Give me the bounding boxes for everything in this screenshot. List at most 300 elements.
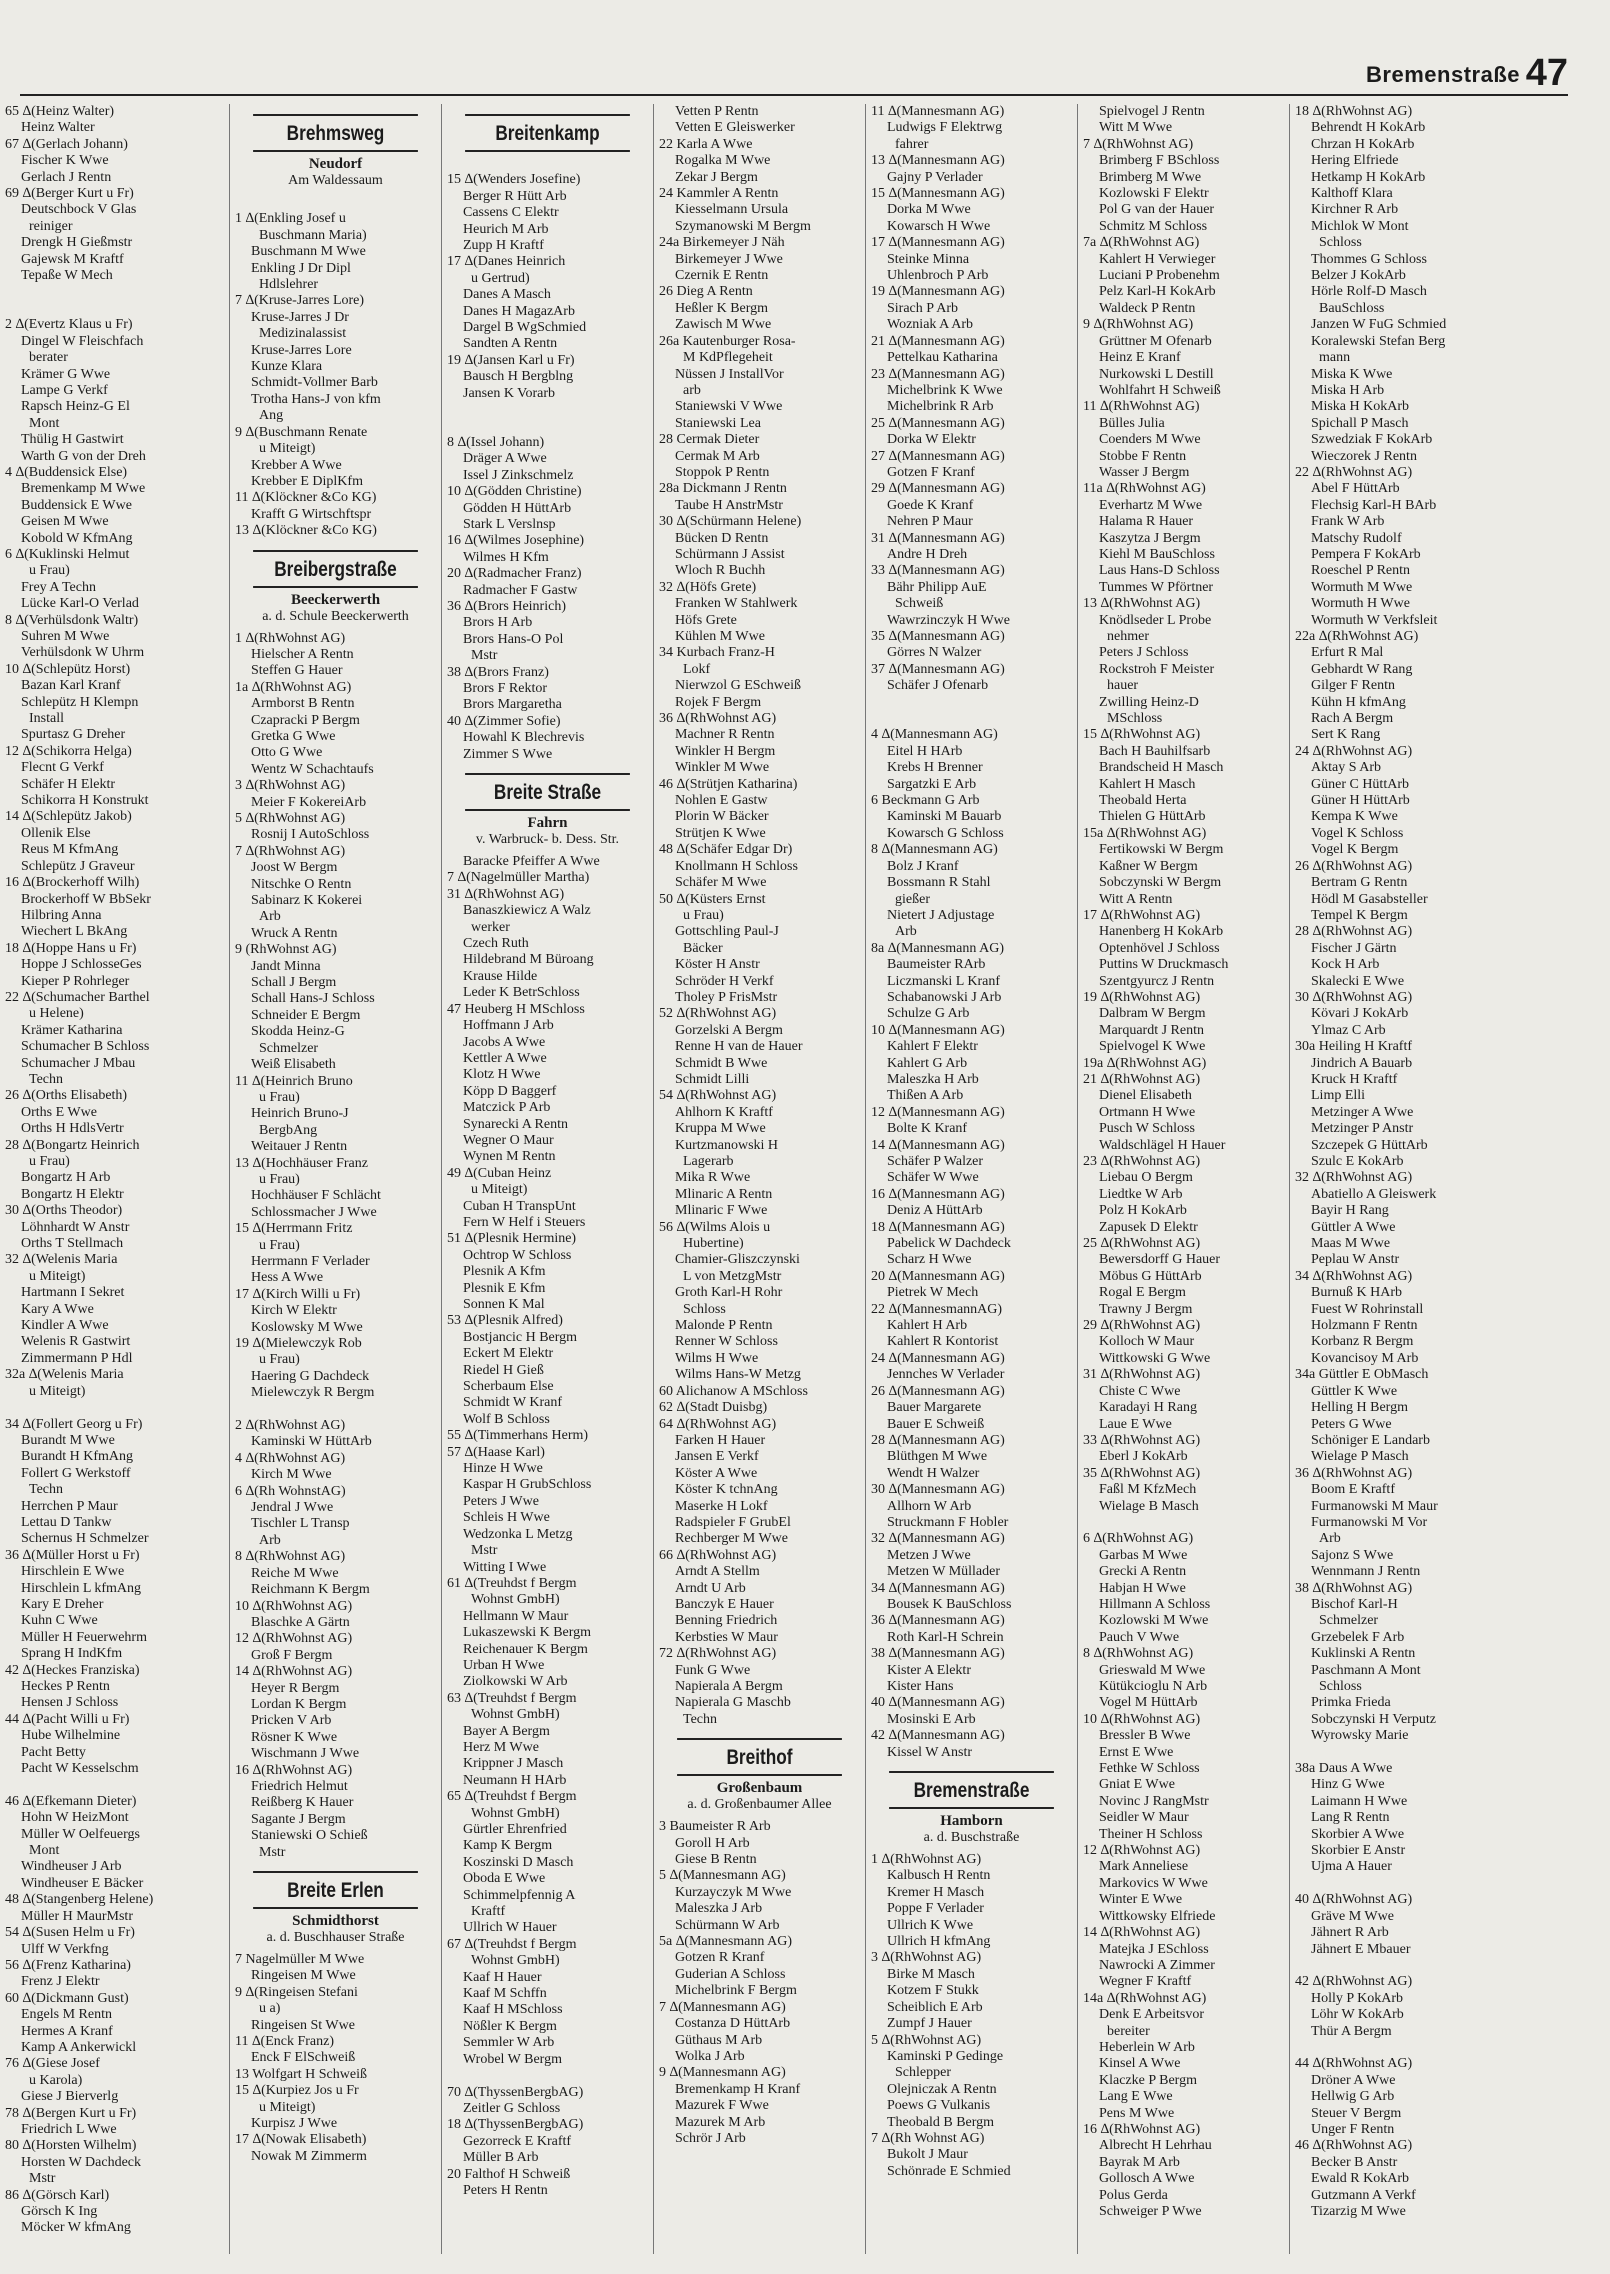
resident-entry: Bolz J Kranf — [887, 858, 959, 874]
resident-entry: Kruse-Jarres Lore — [251, 342, 352, 358]
resident-entry: Kurtzmanowski H — [675, 1137, 779, 1153]
resident-entry: Gilger F Rentn — [1311, 678, 1395, 694]
resident-entry: Funk G Wwe — [675, 1662, 751, 1678]
resident-entry: Bäcker — [683, 940, 723, 956]
resident-entry: Kiesselmann Ursula — [675, 202, 789, 218]
page-number: 47 — [1525, 52, 1568, 94]
house-number-entry: 11 ∆(Enck Franz) — [235, 2034, 335, 2050]
resident-entry: Rechberger M Wwe — [675, 1531, 788, 1547]
resident-entry: Plorin W Bäcker — [675, 809, 769, 825]
house-number-entry: 42 ∆(Mannesmann AG) — [871, 1728, 1005, 1744]
resident-entry: Horsten W Dachdeck — [21, 2154, 141, 2170]
resident-entry: Sonnen K Mal — [463, 1297, 545, 1312]
house-number-entry: 76 ∆(Giese Josef — [5, 2056, 100, 2072]
district-name: Hamborn — [940, 1813, 1003, 1830]
house-number-entry: 21 ∆(RhWohnst AG) — [1083, 1071, 1201, 1087]
resident-entry: Pol G van der Hauer — [1099, 202, 1215, 218]
resident-entry: Hörle Rolf-D Masch — [1311, 284, 1427, 300]
resident-entry: Zumpf J Hauer — [887, 2016, 972, 2032]
resident-entry: fahrer — [895, 136, 929, 152]
house-number-entry: 13 ∆(RhWohnst AG) — [1083, 596, 1201, 612]
resident-entry: Kahlert H Masch — [1099, 776, 1196, 792]
house-number-entry: 6 ∆(RhWohnst AG) — [1083, 1531, 1194, 1547]
resident-entry: Kurzayczyk M Wwe — [675, 1884, 792, 1900]
resident-entry: Schlossmacher J Wwe — [251, 1204, 377, 1220]
house-number-entry — [871, 711, 1072, 727]
resident-entry: Wegner O Maur — [463, 1132, 554, 1148]
resident-entry: Kinsel A Wwe — [1099, 2056, 1181, 2072]
resident-entry: Nößler K Bergm — [463, 2018, 557, 2034]
resident-entry: Heinz Walter — [21, 120, 95, 136]
resident-entry: u Gertrud) — [471, 270, 530, 286]
resident-entry: Metzen J Wwe — [887, 1547, 971, 1563]
resident-entry: Szwedziak F KokArb — [1311, 432, 1433, 448]
resident-entry: Lagerarb — [683, 1154, 734, 1169]
house-number-entry: 17 ∆(Kirch Willi u Fr) — [235, 1286, 361, 1302]
house-number-entry: 63 ∆(Treuhdst f Bergm — [447, 1690, 577, 1706]
house-number-entry: 11 ∆(RhWohnst AG) — [1083, 399, 1200, 415]
resident-entry: Faßl M KfzMech — [1099, 1482, 1197, 1498]
resident-entry: Hirschlein L kfmAng — [21, 1580, 142, 1596]
resident-entry: Stobbe F Rentn — [1099, 448, 1187, 464]
resident-entry: Wloch R Buchh — [675, 563, 766, 579]
resident-entry: BergbAng — [259, 1122, 318, 1138]
resident-entry: Mstr — [471, 648, 498, 664]
house-number-entry: 11 ∆(Klöckner &Co KG) — [235, 490, 377, 506]
resident-entry: Schmelzer — [1319, 1613, 1379, 1629]
resident-entry: Ulff W Verkfng — [21, 1941, 109, 1957]
resident-entry: Plesnik A Kfm — [463, 1264, 546, 1280]
resident-entry: Lordan K Bergm — [251, 1696, 347, 1712]
street-location: a. d. Buschstraße — [923, 1830, 1020, 1846]
resident-entry: Karadayi H Rang — [1099, 1400, 1197, 1416]
resident-entry: Hetkamp H KokArb — [1311, 169, 1426, 185]
resident-entry: Fuest W Rohrinstall — [1311, 1301, 1424, 1317]
resident-entry: Struckmann F Hobler — [887, 1514, 1009, 1530]
resident-entry: Müller H Feuerwehrm — [21, 1629, 147, 1645]
house-number-entry: 31 ∆(RhWohnst AG) — [447, 886, 565, 902]
resident-entry: Olejniczak A Rentn — [887, 2081, 997, 2097]
house-number-entry: 28a Dickmann J Rentn — [659, 481, 787, 497]
house-number-entry: 6 ∆(Rh WohnstAG) — [235, 1483, 346, 1499]
house-number-entry: 19 ∆(Mannesmann AG) — [871, 284, 1005, 300]
house-number-entry: 7 Nagelmüller M Wwe — [235, 1952, 365, 1967]
house-number-entry: 11a ∆(RhWohnst AG) — [1083, 481, 1206, 497]
resident-entry: Steuer V Bergm — [1311, 2105, 1402, 2121]
resident-entry: Cassens C Elektr — [463, 205, 559, 221]
resident-entry: Kaaf H MSchloss — [463, 2002, 563, 2018]
resident-entry: Allhorn W Arb — [887, 1498, 972, 1514]
resident-entry: Hielscher A Rentn — [251, 646, 354, 662]
house-number-entry: 8 ∆(Issel Johann) — [447, 434, 545, 450]
resident-entry: Follert G Werkstoff — [21, 1465, 131, 1481]
house-number-entry: 16 ∆(Brockerhoff Wilh) — [5, 875, 140, 891]
resident-entry: Windheuser E Bäcker — [21, 1875, 144, 1891]
house-number-entry: 8 ∆(Mannesmann AG) — [871, 842, 998, 858]
resident-entry: Bukolt J Maur — [887, 2147, 968, 2163]
resident-entry: Bolte K Kranf — [887, 1121, 968, 1137]
resident-entry: Stoppok P Rentn — [675, 464, 770, 480]
resident-entry: Brimberg F BSchloss — [1099, 153, 1220, 169]
resident-entry: Hube Wilhelmine — [21, 1728, 121, 1744]
house-number-entry: 24 Kammler A Rentn — [659, 186, 779, 202]
resident-entry: Krippner J Masch — [463, 1756, 564, 1772]
resident-entry: Schöniger E Landarb — [1311, 1432, 1430, 1448]
resident-entry: Korbanz R Bergm — [1311, 1334, 1414, 1350]
resident-entry: Zwilling Heinz-D — [1099, 694, 1199, 710]
resident-entry: Medizinalassist — [259, 326, 347, 342]
resident-entry: Kahlert F Elektr — [887, 1039, 978, 1055]
resident-entry: Bremenkamp H Kranf — [675, 2081, 801, 2097]
resident-entry: Grzebelek F Arb — [1311, 1629, 1405, 1645]
resident-entry: Schäfer H Elektr — [21, 776, 116, 792]
house-number-entry: 2 ∆(RhWohnst AG) — [235, 1418, 346, 1434]
resident-entry: u Miteigt) — [259, 441, 316, 457]
resident-entry: Thielen G HüttArb — [1099, 809, 1206, 825]
resident-entry: Grecki A Rentn — [1099, 1564, 1187, 1580]
house-number-entry: 10 ∆(RhWohnst AG) — [235, 1598, 353, 1614]
resident-entry: Tholey P FrisMstr — [675, 989, 778, 1005]
resident-entry: Blüthgen M Wwe — [887, 1449, 988, 1465]
resident-entry: Tizarzig M Wwe — [1311, 2204, 1406, 2219]
resident-entry: Bücken D Rentn — [675, 530, 769, 546]
resident-entry: Hödl M Gasabsteller — [1311, 891, 1428, 907]
resident-entry: Kühn H kfmAng — [1311, 694, 1406, 710]
resident-entry: Waldschlägel H Hauer — [1099, 1137, 1226, 1153]
resident-entry: Staniewski V Wwe — [675, 399, 783, 415]
resident-entry: Mosinski E Arb — [887, 1711, 976, 1727]
resident-entry: Schall Hans-J Schloss — [251, 991, 375, 1007]
resident-entry: Joost W Bergm — [251, 860, 338, 876]
resident-entry: Heberlein W Arb — [1099, 2039, 1195, 2055]
resident-entry: Kahlert H Arb — [887, 1318, 968, 1334]
resident-entry: Jansen E Verkf — [675, 1449, 759, 1465]
resident-entry: Schrör J Arb — [675, 2130, 746, 2146]
resident-entry: Bauer Margarete — [887, 1400, 982, 1416]
resident-entry: Lettau D Tankw — [21, 1514, 112, 1530]
resident-entry: Höfs Grete — [675, 612, 737, 628]
resident-entry: Wormuth H Wwe — [1311, 596, 1410, 612]
resident-entry: Kruck H Kraftf — [1311, 1071, 1398, 1087]
resident-entry: arb — [683, 382, 701, 398]
resident-entry: Klaczke P Bergm — [1099, 2072, 1197, 2088]
resident-entry: Mstr — [29, 2171, 56, 2187]
resident-entry: Gutzmann A Verkf — [1311, 2187, 1416, 2203]
resident-entry: Wendt H Walzer — [887, 1465, 980, 1481]
house-number-entry: 19 ∆(Jansen Karl u Fr) — [447, 352, 575, 368]
house-number-entry — [447, 2068, 648, 2084]
resident-entry: Ernst E Wwe — [1099, 1744, 1174, 1760]
resident-entry: Gödden H HüttArb — [463, 500, 572, 516]
house-number-entry: 8 ∆(RhWohnst AG) — [235, 1549, 346, 1565]
resident-entry: Schmidt Lilli — [675, 1071, 750, 1087]
house-number-entry: 7 ∆(RhWohnst AG) — [1083, 136, 1194, 152]
house-number-entry: 12 ∆(Schikorra Helga) — [5, 743, 132, 759]
house-number-entry — [5, 1777, 224, 1793]
resident-entry: Seidler W Maur — [1099, 1810, 1189, 1826]
resident-entry: Riedel H Gieß — [463, 1362, 544, 1378]
resident-entry: Pempera F KokArb — [1311, 546, 1421, 562]
house-number-entry: 24 ∆(Mannesmann AG) — [871, 1350, 1005, 1366]
resident-entry: Sajonz S Wwe — [1311, 1547, 1394, 1563]
resident-entry: Gotzen F Kranf — [887, 464, 975, 480]
resident-entry: Wennmann J Rentn — [1311, 1564, 1421, 1580]
resident-entry: Hellmann W Maur — [463, 1608, 569, 1624]
house-number-entry — [5, 301, 224, 317]
house-number-entry: 80 ∆(Horsten Wilhelm) — [5, 2138, 137, 2154]
resident-entry: Dorka W Elektr — [887, 432, 976, 448]
resident-entry: Belzer J KokArb — [1311, 268, 1406, 284]
resident-entry: Schabanowski J Arb — [887, 989, 1002, 1005]
resident-entry: Kuhn C Wwe — [21, 1613, 98, 1629]
resident-entry: Matschy Rudolf — [1311, 530, 1402, 546]
house-number-entry: 20 ∆(Mannesmann AG) — [871, 1268, 1005, 1284]
resident-entry: Wohnst GmbH) — [471, 1953, 560, 1969]
column-7 — [1290, 104, 1502, 2254]
resident-entry: Drengk H Gießmstr — [21, 235, 133, 251]
resident-entry: Jendral J Wwe — [251, 1500, 334, 1516]
resident-entry: Orths E Wwe — [21, 1104, 97, 1120]
resident-entry: Banczyk E Hauer — [675, 1596, 774, 1612]
house-number-entry: 24 ∆(RhWohnst AG) — [1295, 743, 1413, 759]
resident-entry: Sobczynski H Verputz — [1311, 1711, 1436, 1727]
street-heading: Brehmsweg — [253, 114, 418, 152]
house-number-entry: 5 ∆(RhWohnst AG) — [871, 2032, 982, 2048]
resident-entry: Ang — [259, 408, 284, 424]
house-number-entry: 9 ∆(Ringeisen Stefani — [235, 1984, 358, 2000]
resident-entry: Kovancisoy M Arb — [1311, 1350, 1419, 1366]
resident-entry: Kindler A Wwe — [21, 1318, 109, 1334]
house-number-entry: 15 ∆(Wenders Josefine) — [447, 172, 581, 188]
resident-entry: Pauch V Wwe — [1099, 1629, 1180, 1645]
resident-entry: Pettelkau Katharina — [887, 350, 998, 366]
resident-entry: Scharz H Wwe — [887, 1252, 972, 1268]
resident-entry: Ochtrop W Schloss — [463, 1247, 572, 1263]
resident-entry: Reiche M Wwe — [251, 1565, 339, 1581]
resident-entry: Behrendt H KokArb — [1311, 120, 1426, 136]
resident-entry: Weitauer J Rentn — [251, 1139, 348, 1155]
resident-entry: Theobald B Bergm — [887, 2114, 995, 2130]
resident-entry: Klotz H Wwe — [463, 1067, 541, 1083]
street-heading: Breite Straße — [465, 773, 630, 811]
resident-entry: Polz H KokArb — [1099, 1203, 1187, 1219]
house-number-entry: 46 ∆(RhWohnst AG) — [1295, 2138, 1413, 2154]
house-number-entry: 16 ∆(RhWohnst AG) — [1083, 2121, 1201, 2137]
house-number-entry: 30 ∆(Schürmann Helene) — [659, 514, 802, 530]
resident-entry: Kremer H Masch — [887, 1884, 985, 1900]
resident-entry: Maserke H Lokf — [675, 1498, 768, 1514]
resident-entry: Jennches W Verlader — [887, 1367, 1005, 1383]
house-number-entry: 15 ∆(Kurpiez Jos u Fr — [235, 2083, 359, 2099]
resident-entry: Franken W Stahlwerk — [675, 596, 798, 612]
resident-entry: Ortmann H Wwe — [1099, 1104, 1196, 1120]
house-number-entry: 30a Heiling H Kraftf — [1295, 1039, 1413, 1055]
column-4 — [654, 104, 866, 2254]
resident-entry: Miska H Arb — [1311, 382, 1385, 398]
resident-entry: Sirach P Arb — [887, 300, 959, 316]
house-number-entry: 26 ∆(Orths Elisabeth) — [5, 1088, 128, 1104]
resident-entry: Brimberg M Wwe — [1099, 169, 1202, 185]
resident-entry: Heurich M Arb — [463, 221, 549, 237]
resident-entry: Chrzan H KokArb — [1311, 136, 1415, 152]
resident-entry: Ahlhorn K Kraftf — [675, 1104, 773, 1120]
resident-entry: Staniewski O Schieß — [251, 1828, 368, 1844]
house-number-entry: 54 ∆(RhWohnst AG) — [659, 1088, 777, 1104]
resident-entry: Friedrich L Wwe — [21, 2121, 117, 2137]
house-number-entry: 22 ∆(MannesmannAG) — [871, 1301, 1003, 1317]
resident-entry: Bach H Bauhilfsarb — [1099, 743, 1211, 759]
house-number-entry: 1 ∆(RhWohnst AG) — [235, 630, 346, 646]
house-number-entry: 29 ∆(Mannesmann AG) — [871, 481, 1005, 497]
resident-entry: Staniewski Lea — [675, 415, 761, 431]
resident-entry: Kütükcioglu N Arb — [1099, 1679, 1208, 1694]
resident-entry: Windheuser J Arb — [21, 1859, 122, 1875]
resident-entry: Mstr — [471, 1543, 498, 1559]
house-number-entry: 22 ∆(Schumacher Barthel — [5, 989, 150, 1005]
resident-entry: Gotzen R Kranf — [675, 1950, 765, 1966]
resident-entry: Güthaus M Arb — [675, 2032, 763, 2048]
resident-entry: Eitel H HArb — [887, 743, 963, 759]
resident-entry: Lampe G Verkf — [21, 382, 108, 398]
resident-entry: Goroll H Arb — [675, 1835, 750, 1851]
resident-entry: Arndt U Arb — [675, 1580, 746, 1596]
resident-entry: Gottschling Paul-J — [675, 924, 779, 940]
street-location: Am Waldessaum — [288, 173, 383, 188]
resident-entry: Costanza D HüttArb — [675, 2016, 791, 2032]
resident-entry: Radmacher F Gastw — [463, 582, 578, 598]
house-number-entry: 14 ∆(RhWohnst AG) — [235, 1664, 353, 1680]
house-number-entry: 52 ∆(RhWohnst AG) — [659, 1006, 777, 1022]
house-number-entry: 7 ∆(Rh Wohnst AG) — [871, 2130, 985, 2146]
resident-entry: Warth G von der Dreh — [21, 448, 146, 464]
resident-entry: Bischof Karl-H — [1311, 1596, 1398, 1612]
resident-entry: Ullrich H kfmAng — [887, 1934, 991, 1950]
resident-entry: Müller W Oelfeuergs — [21, 1826, 140, 1842]
house-number-entry: 67 ∆(Treuhdst f Bergm — [447, 1936, 577, 1952]
resident-entry: Wedzonka L Metzg — [463, 1526, 573, 1542]
resident-entry: u a) — [259, 2001, 281, 2017]
resident-entry: Hess A Wwe — [251, 1270, 324, 1286]
house-number-entry: 19 ∆(Mielewczyk Rob — [235, 1336, 362, 1351]
resident-entry: Witt M Wwe — [1099, 120, 1173, 136]
resident-entry: Wawrzinczyk H Wwe — [887, 612, 1011, 628]
house-number-entry: 32 ∆(Welenis Maria — [5, 1252, 118, 1268]
resident-entry: Peters H Rentn — [463, 2182, 548, 2198]
resident-entry: Köster A Wwe — [675, 1465, 758, 1481]
resident-entry: Wilms Hans-W Metzg — [675, 1367, 801, 1383]
resident-entry: Markovics W Wwe — [1099, 1875, 1208, 1891]
resident-entry: Reichenauer K Bergm — [463, 1641, 588, 1657]
resident-entry: Chiste C Wwe — [1099, 1383, 1181, 1399]
house-number-entry: 15 ∆(Mannesmann AG) — [871, 186, 1005, 202]
resident-entry: Reißberg K Hauer — [251, 1795, 354, 1811]
resident-entry: Heyer R Bergm — [251, 1680, 340, 1696]
resident-entry: Hohn W HeizMont — [21, 1810, 129, 1826]
resident-entry: Danes A Masch — [463, 287, 551, 303]
house-number-entry: 12 ∆(Mannesmann AG) — [871, 1104, 1005, 1120]
resident-entry: Bremenkamp M Wwe — [21, 481, 146, 497]
resident-entry: u Miteigt) — [29, 1268, 86, 1284]
resident-entry: Kempa K Wwe — [1311, 809, 1398, 825]
house-number-entry: 9 (RhWohnst AG) — [235, 942, 337, 958]
house-number-entry — [1295, 1876, 1497, 1892]
resident-entry: Mika R Wwe — [675, 1170, 751, 1186]
house-number-entry: 44 ∆(RhWohnst AG) — [1295, 2056, 1413, 2072]
resident-entry: Witting I Wwe — [463, 1559, 547, 1575]
house-number-entry: 27 ∆(Mannesmann AG) — [871, 448, 1005, 464]
resident-entry: Groth Karl-H Rohr — [675, 1285, 783, 1301]
house-number-entry: 26a Kautenburger Rosa- — [659, 333, 796, 349]
resident-entry: Unger F Rentn — [1311, 2121, 1395, 2137]
resident-entry: Schäfer P Walzer — [887, 1154, 984, 1169]
house-number-entry: 15a ∆(RhWohnst AG) — [1083, 825, 1207, 841]
resident-entry: Michelbrink R Arb — [887, 399, 994, 415]
house-number-entry: 26 ∆(RhWohnst AG) — [1295, 858, 1413, 874]
resident-entry: Peters G Wwe — [1311, 1416, 1392, 1432]
resident-entry: u Helene) — [29, 1006, 84, 1022]
resident-entry: Plesnik E Kfm — [463, 1280, 546, 1296]
resident-entry: Roeschel P Rentn — [1311, 563, 1411, 579]
resident-entry: Kahlert H Verwieger — [1099, 251, 1216, 267]
resident-entry: Koralewski Stefan Berg — [1311, 333, 1446, 349]
house-number-entry: 22 ∆(RhWohnst AG) — [1295, 464, 1413, 480]
resident-entry: Issel J Zinkschmelz — [463, 467, 574, 483]
house-number-entry: 86 ∆(Görsch Karl) — [5, 2187, 110, 2203]
resident-entry: Laimann H Wwe — [1311, 1793, 1408, 1809]
resident-entry: Dräger A Wwe — [463, 451, 547, 467]
resident-entry: Taube H AnstrMstr — [675, 497, 783, 513]
house-number-entry: 3 ∆(RhWohnst AG) — [871, 1950, 982, 1966]
resident-entry: Vogel K Bergm — [1311, 842, 1399, 858]
resident-entry: Jähnert E Mbauer — [1311, 1941, 1411, 1957]
street-location: a. d. Buschhauser Straße — [266, 1930, 405, 1945]
resident-entry: Krebs H Brenner — [887, 760, 983, 776]
resident-entry: Schneider E Bergm — [251, 1007, 361, 1023]
resident-entry: Kaßner W Bergm — [1099, 858, 1198, 874]
resident-entry: Winkler H Bergm — [675, 743, 776, 759]
resident-entry: Wieczorek J Rentn — [1311, 448, 1417, 464]
resident-entry: Schweiger P Wwe — [1099, 2204, 1202, 2219]
resident-entry: Mlinaric A Rentn — [675, 1186, 773, 1202]
resident-entry: Bossmann R Stahl — [887, 875, 991, 891]
house-number-entry: 9 ∆(RhWohnst AG) — [1083, 317, 1194, 333]
resident-entry: Pabelick W Dachdeck — [887, 1236, 1011, 1252]
resident-entry: u Frau) — [259, 1089, 300, 1105]
house-number-entry: 10 ∆(RhWohnst AG) — [1083, 1711, 1201, 1727]
resident-entry: Hillmann A Schloss — [1099, 1596, 1211, 1612]
resident-entry: werker — [471, 919, 510, 935]
resident-entry: Ringeisen M Wwe — [251, 1968, 356, 1984]
house-number-entry: 1a ∆(RhWohnst AG) — [235, 679, 352, 695]
resident-entry: Ylmaz C Arb — [1311, 1022, 1386, 1038]
house-number-entry: 17 ∆(RhWohnst AG) — [1083, 907, 1201, 923]
resident-entry: Denk E Arbeitsvor — [1099, 2007, 1204, 2023]
resident-entry: Nohlen E Gastw — [675, 793, 768, 809]
resident-entry: Wittkowsky Elfriede — [1099, 1908, 1216, 1924]
resident-entry: Coenders M Wwe — [1099, 432, 1201, 448]
house-number-entry: 4 ∆(Buddensick Else) — [5, 464, 128, 480]
resident-entry: Güttler K Wwe — [1311, 1383, 1398, 1399]
resident-entry: Uhlenbroch P Arb — [887, 268, 989, 284]
resident-entry: Install — [29, 711, 64, 727]
resident-entry: Bongartz H Elektr — [21, 1186, 124, 1202]
resident-entry: hauer — [1107, 678, 1139, 694]
resident-entry: Deniz A HüttArb — [887, 1203, 983, 1219]
house-number-entry: 28 ∆(RhWohnst AG) — [1295, 924, 1413, 940]
resident-entry: Tepaße W Mech — [21, 268, 113, 284]
resident-entry: Maleszka H Arb — [887, 1071, 979, 1087]
resident-entry: Krämer Katharina — [21, 1022, 123, 1038]
